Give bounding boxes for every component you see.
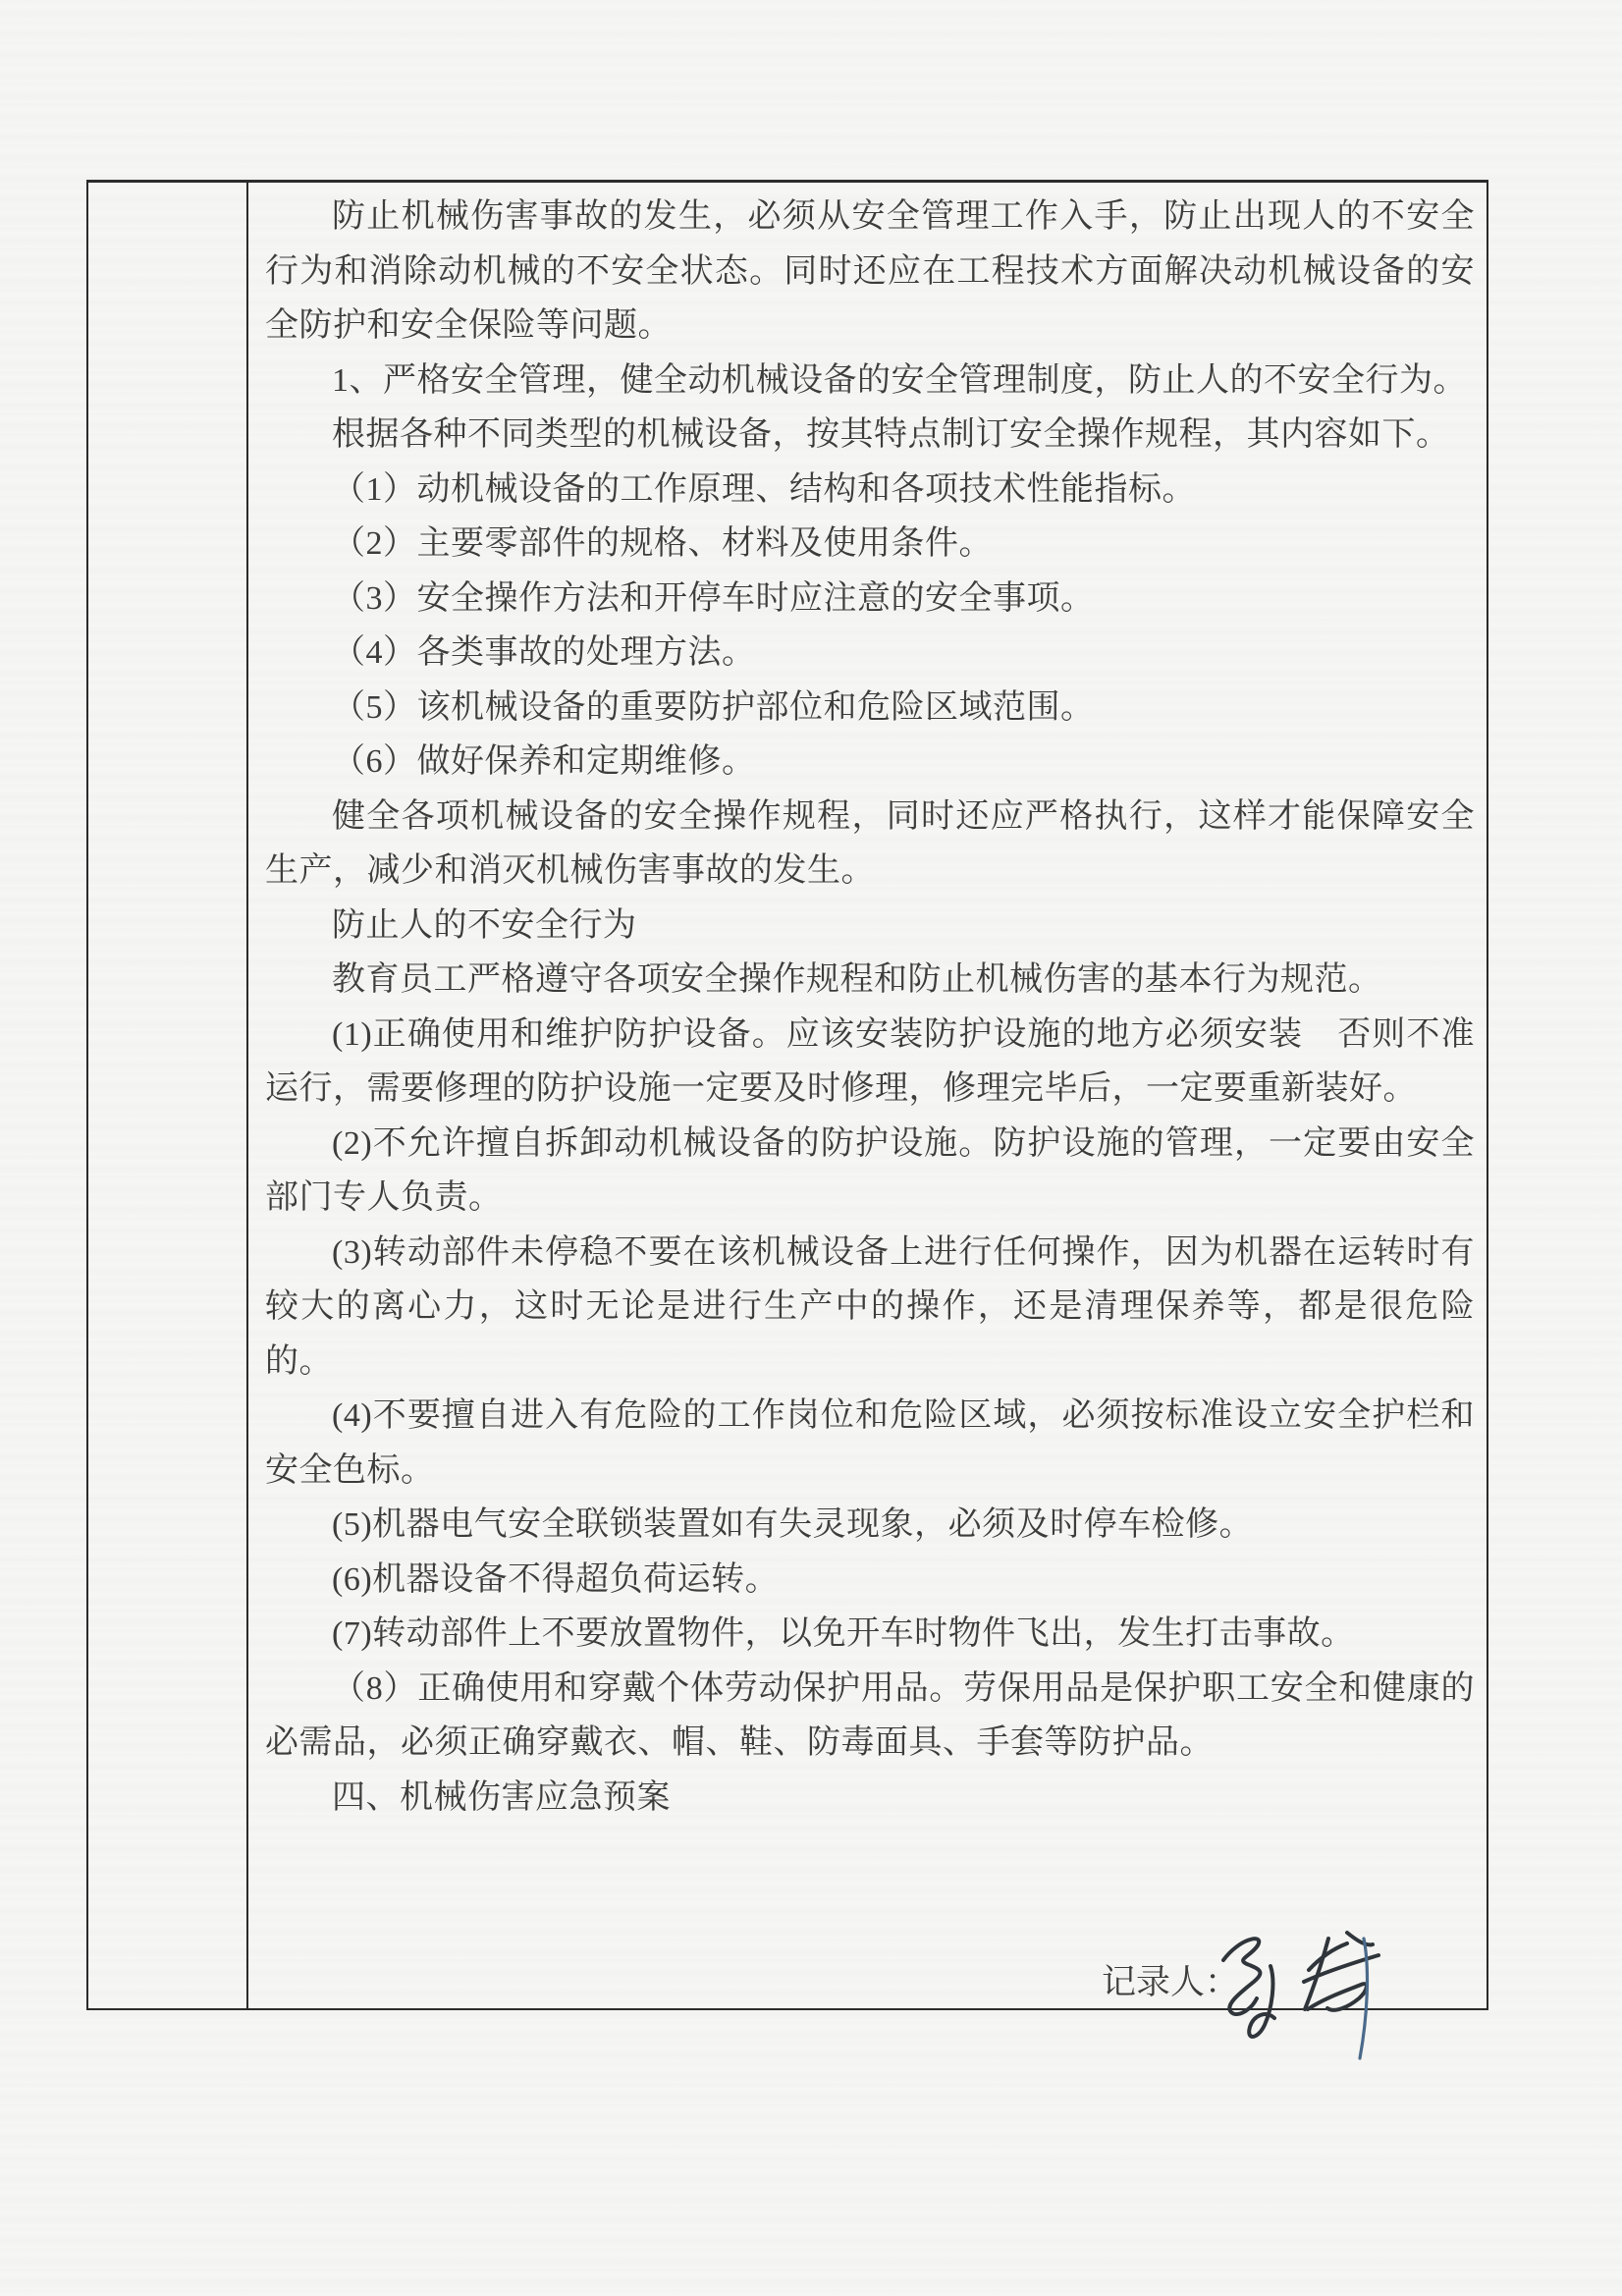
paragraph: (2)不允许擅自拆卸动机械设备的防护设施。防护设施的管理，一定要由安全部门专人负责。	[265, 1124, 1475, 1216]
paragraph: （6）做好保养和定期维修。	[332, 743, 756, 780]
paragraph: (7)转动部件上不要放置物件，以免开车时物件飞出，发生打击事故。	[332, 1615, 1355, 1652]
paragraph: 防止机械伤害事故的发生，必须从安全管理工作入手，防止出现人的不安全行为和消除动机械的不安全状态。同时还应在工程技术方面解决动机械设备的安全防护和安全保险等问题。	[265, 198, 1475, 344]
paragraph: (1)正确使用和维护防护设备。应该安装防护设施的地方必须安装 否则不准运行，需要修理的防护设施一定要及时修理，修理完毕后，一定要重新装好。	[265, 1015, 1475, 1107]
paragraph: （5）该机械设备的重要防护部位和危险区域范围。	[332, 688, 1095, 726]
paragraph: 四、机械伤害应急预案	[332, 1778, 671, 1816]
recorder-label: 记录人：	[1102, 1963, 1240, 2001]
paragraph: 教育员工严格遵守各项安全操作规程和防止机械伤害的基本行为规范。	[332, 961, 1382, 998]
paragraph: （8）正确使用和穿戴个体劳动保护用品。劳保用品是保护职工安全和健康的必需品，必须正确穿戴衣、帽、鞋、防毒面具、手套等防护品。	[265, 1669, 1475, 1761]
content-table	[86, 180, 1488, 2010]
paragraph: 1、严格安全管理，健全动机械设备的安全管理制度，防止人的不安全行为。	[332, 361, 1467, 399]
handwritten-signature	[1210, 1927, 1406, 2074]
paragraph: 根据各种不同类型的机械设备，按其特点制订安全操作规程，其内容如下。	[332, 416, 1450, 453]
paragraph: 防止人的不安全行为	[332, 906, 637, 944]
paragraph: (6)机器设备不得超负荷运转。	[332, 1560, 780, 1598]
paragraph: (3)转动部件未停稳不要在该机械设备上进行任何操作，因为机器在运转时有较大的离心力，这时无论是进行生产中的操作，还是清理保养等，都是很危险的。	[265, 1233, 1475, 1380]
table-label-column	[88, 183, 248, 2008]
paragraph: （1）动机械设备的工作原理、结构和各项技术性能指标。	[332, 470, 1196, 508]
paragraph: (5)机器电气安全联锁装置如有失灵现象，必须及时停车检修。	[332, 1506, 1254, 1543]
paragraph: (4)不要擅自进入有危险的工作岗位和危险区域，必须按标准设立安全护栏和安全色标。	[265, 1397, 1475, 1489]
paragraph: （4）各类事故的处理方法。	[332, 634, 756, 671]
paragraph: （3）安全操作方法和开停车时应注意的安全事项。	[332, 579, 1095, 617]
paragraph: （2）主要零部件的规格、材料及使用条件。	[332, 525, 993, 562]
table-body-cell	[248, 183, 1487, 2008]
paragraph: 健全各项机械设备的安全操作规程，同时还应严格执行，这样才能保障安全生产，减少和消灭机械伤害事故的发生。	[265, 797, 1475, 889]
